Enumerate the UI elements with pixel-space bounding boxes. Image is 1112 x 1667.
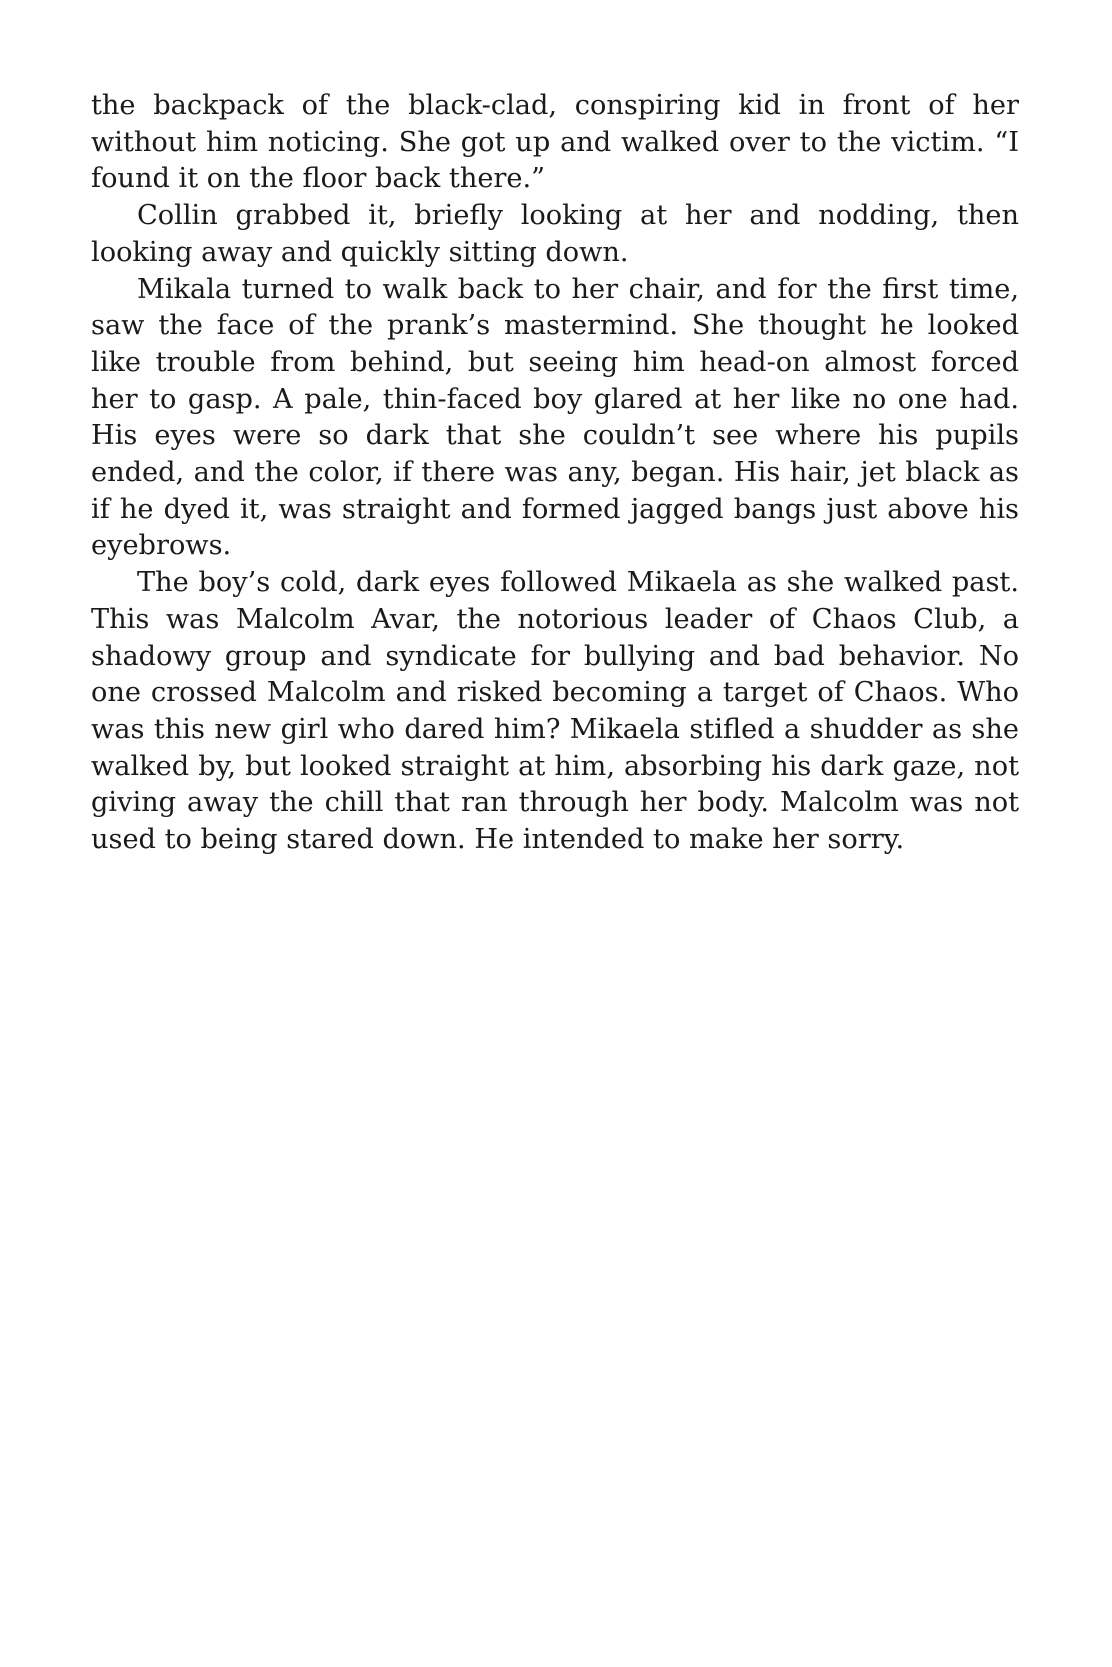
paragraph: the backpack of the black-clad, conspiring kid in front of her without him noticing. She got up and walked over to the victim. “I found it on the floor back there.”	[91, 90, 1019, 195]
paragraph: The boy’s cold, dark eyes followed Mikaela as she walked past. This was Malcolm Avar, the notorious leader of Chaos Club, a shadowy group and syndicate for bullying and bad behavior. No one crossed Malcolm and risked becoming a target of Chaos. Who was this new girl who dared him? Mikaela stifled a shudder as she walked by, but looked straight at him, absorbing his dark gaze, not giving away the chill that ran through her body. Malcolm was not used to being stared down. He intended to make her sorry.	[91, 567, 1019, 856]
paragraph: Collin grabbed it, briefly looking at her and nodding, then looking away and quickly sitting down.	[91, 200, 1019, 268]
paragraph: Mikala turned to walk back to her chair, and for the first time, saw the face of the prank’s mastermind. She thought he looked like trouble from behind, but seeing him head-on almost forced her to gasp. A pale, thin-faced boy glared at her like no one had. His eyes were so dark that she couldn’t see where his pupils ended, and the color, if there was any, began. His hair, jet black as if he dyed it, was straight and formed jagged bangs just above his eyebrows.	[91, 273, 1019, 562]
page-body	[91, 88, 1019, 859]
